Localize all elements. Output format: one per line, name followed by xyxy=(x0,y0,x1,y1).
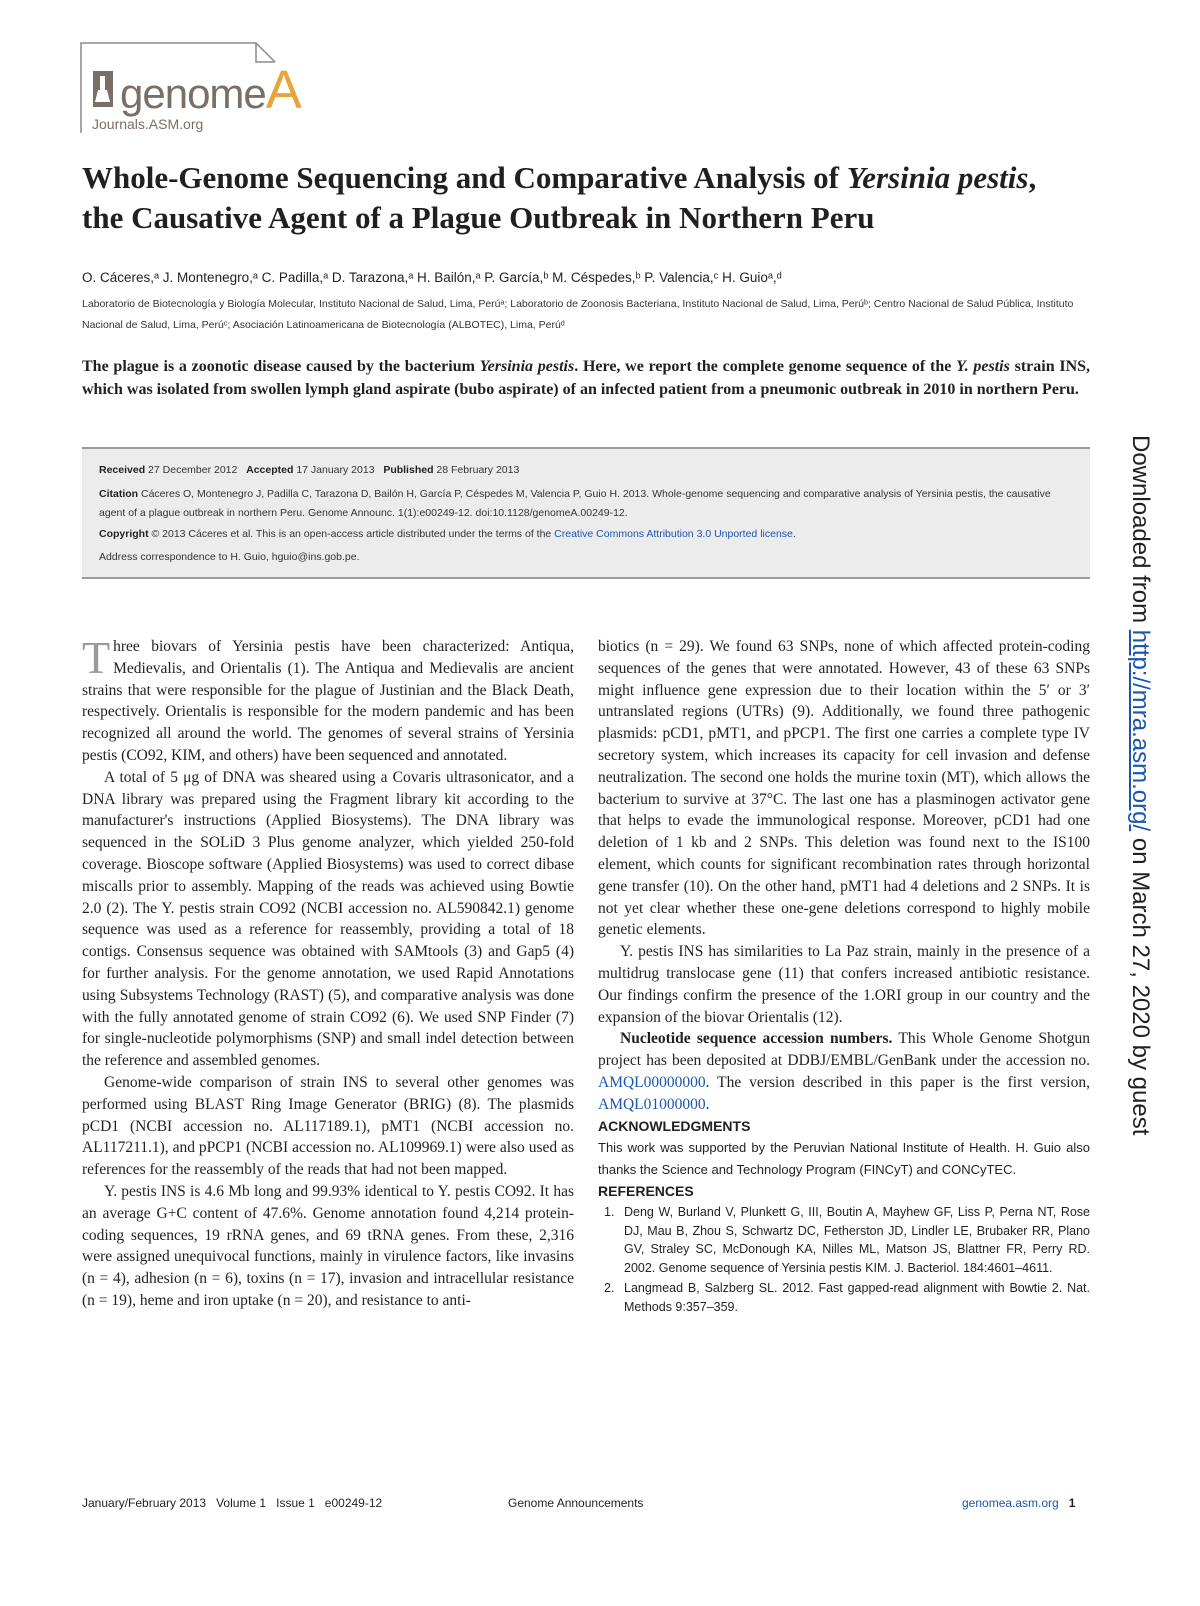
received-label: Received xyxy=(99,464,146,476)
drop-cap: T xyxy=(82,632,111,683)
accession-text-b: . The version described in this paper is the first version, xyxy=(705,1073,1090,1091)
dates-line xyxy=(99,461,1074,480)
body-column-left xyxy=(82,632,574,1312)
abstract-text-c: . Here, we report the complete genome sequence of the xyxy=(574,358,957,375)
acknowledgments-heading: ACKNOWLEDGMENTS xyxy=(598,1117,751,1134)
logo-lab-icon xyxy=(92,70,114,108)
logo-wordmark xyxy=(120,60,301,120)
citation-text: Cáceres O, Montenegro J, Padilla C, Tarazona D, Bailón H, García P, Céspedes M, Valencia P, Guio H. 2013. Whole-genome sequencing and comparative analysis of Yersinia pestis, the causative agent of a plague outbreak in northern Peru. Genome Announc. 1(1):e00249-12. doi:10.1128/genomeA.00249-12. xyxy=(99,488,1051,519)
address-line: Address correspondence to H. Guio, hguio@ins.gob.pe. xyxy=(99,551,360,563)
abstract-text-a: The plague is a zoonotic disease caused by the bacterium xyxy=(82,358,480,375)
title-species: Yersinia pestis xyxy=(846,160,1029,195)
paragraph-4: Y. pestis INS is 4.6 Mb long and 99.93% identical to Y. pestis CO92. It has an average G+C content of 47.6%. Genome annotation found 4,214 protein-coding sequences, 19 rRNA genes, and 69 tRNA genes. From these, 2,316 were assigned unequivocal functions, mainly in virulence factors, like invasins (n = 4), adhesion (n = 6), toxins (n = 17), invasion and intracellular resistance (n = 19), heme and iron uptake (n = 20), and resistance to anti- xyxy=(82,1182,574,1309)
accession-link-1[interactable]: AMQL00000000 xyxy=(598,1073,706,1091)
logo-subtitle: Journals.ASM.org xyxy=(92,116,204,132)
reference-item xyxy=(598,1279,1090,1316)
page-number: 1 xyxy=(1068,1496,1076,1510)
logo-letter: A xyxy=(265,60,301,120)
accepted-label: Accepted xyxy=(246,464,294,476)
footer-site-link[interactable]: genomea.asm.org xyxy=(962,1496,1059,1510)
accession-paragraph xyxy=(598,1028,1090,1115)
accepted-date: 17 January 2013 xyxy=(296,464,375,476)
accession-text-a: This Whole Genome Shotgun project has been deposited at DDBJ/EMBL/GenBank under the accession no. xyxy=(598,1030,1091,1070)
citation-line xyxy=(99,485,1074,523)
reference-list xyxy=(598,1203,1090,1316)
abstract-text-e: strain INS, which was isolated from swollen lymph gland aspirate (bubo aspirate) of an infected patient from a pneumonic outbreak in 2010 in northern Peru. xyxy=(82,358,1091,398)
copyright-line: Copyright © 2013 Cáceres et al. This is an open-access article distributed under the terms of the Creative Commons Attribution 3.0 Unported license. xyxy=(99,528,796,540)
body-column-right xyxy=(598,636,1090,1318)
article-info-box xyxy=(82,447,1090,579)
published-date: 28 February 2013 xyxy=(436,464,520,476)
reference-text: Deng W, Burland V, Plunkett G, III, Boutin A, Mayhew GF, Liss P, Perna NT, Rose DJ, Mau B, Zhou S, Schwartz DC, Fetherston JD, Lindler LE, Brubaker RR, Plano GV, Straley SC, McDonough KA, Nilles ML, Matson JS, Blattner FR, Perry RD. 2002. Genome sequence of Yersinia pestis KIM. J. Bacteriol. 184:4601–4611. xyxy=(624,1205,1090,1275)
license-link[interactable]: Creative Commons Attribution 3.0 Unported license xyxy=(554,528,793,540)
published-label: Published xyxy=(383,464,434,476)
reference-number: 2. xyxy=(604,1281,615,1296)
download-note-text xyxy=(1126,435,1154,1135)
paragraph-1 xyxy=(82,632,574,767)
download-note-link[interactable]: http://mra.asm.org/ xyxy=(1127,629,1154,832)
copyright-label: Copyright xyxy=(99,528,149,540)
copyright-text: © 2013 Cáceres et al. This is an open-access article distributed under the terms of the xyxy=(151,528,555,540)
references-heading: REFERENCES xyxy=(598,1183,694,1200)
abstract-species: Yersinia pestis xyxy=(479,358,575,375)
accession-text-c: . xyxy=(705,1095,710,1113)
reference-number: 1. xyxy=(604,1205,615,1220)
reference-text: Langmead B, Salzberg SL. 2012. Fast gapped-read alignment with Bowtie 2. Nat. Methods 9:357–359. xyxy=(624,1281,1090,1314)
citation-label: Citation xyxy=(99,488,139,500)
logo-name: genome xyxy=(120,70,266,117)
affiliations: Laboratorio de Biotecnología y Biología Molecular, Instituto Nacional de Salud, Lima, Perúᵃ; Laboratorio de Zoonosis Bacteriana, Instituto Nacional de Salud, Lima, Perúᵇ; Centro Nacional de Salud Pública, Instituto Nacional de Salud, Lima, Perúᶜ; Asociación Latinoamericana de Biotecnología (ALBOTEC), Lima, Perúᵈ xyxy=(82,298,1074,331)
abstract-species-short: Y. pestis xyxy=(956,358,1010,375)
download-note xyxy=(1120,435,1160,1435)
paragraph-5: biotics (n = 29). We found 63 SNPs, none of which affected protein-coding sequences of the genes that were annotated. However, 43 of these 63 SNPs might influence gene expression due to their location within the 5′ or 3′ untranslated regions (UTRs) (9). Additionally, we found three pathogenic plasmids: pCD1, pMT1, and pPCP1. The first one carries a complete type IV secretory system, which increases its capacity for cell invasion and defense neutralization. The second one holds the murine toxin (MT), which allows the bacterium to survive at 37°C. The last one has a plasminogen activator gene that helps to evade the immunological response. Moreover, pCD1 had one deletion of 1 kb and 2 SNPs. This deletion was found next to the IS100 element, which counts for significant recombination rates through horizontal gene transfer (10). On the other hand, pMT1 had 4 deletions and 2 SNPs. It is not yet clear whether these one-gene deletions correspond to highly mobile genetic elements. xyxy=(598,638,1090,939)
download-note-after: on March 27, 2020 by guest xyxy=(1127,831,1154,1136)
footer-issue: January/February 2013 Volume 1 Issue 1 e00249-12 xyxy=(82,1496,383,1510)
abstract xyxy=(82,356,1090,401)
reference-item xyxy=(598,1203,1090,1277)
footer-site xyxy=(962,1496,1075,1510)
footer-journal: Genome Announcements xyxy=(508,1496,644,1510)
paragraph-2: A total of 5 μg of DNA was sheared using a Covaris ultrasonicator, and a DNA library was prepared using the Fragment library kit according to the manufacturer's instructions (Applied Biosystems). The DNA library was sequenced in the SOLiD 3 Plus genome analyzer, which yielded 250-fold coverage. Bioscope software (Applied Biosystems) was used to correct dibase miscalls prior to assembly. Mapping of the reads was achieved using Bowtie 2.0 (2). The Y. pestis strain CO92 (NCBI accession no. AL590842.1) genome sequence was used as a reference for reassembly, providing a total of 18 contigs. Consensus sequence was obtained with SAMtools (3) and Gap5 (4) for further analysis. For the genome annotation, we used Rapid Annotations using Subsystems Technology (RAST) (5), and comparative analysis was done with the fully annotated genome of strain CO92 (6). We used SNP Finder (7) for single-nucleotide polymorphisms (SNP) and small indel detection between the reference and assembled genomes. xyxy=(82,768,574,1070)
paragraph-6: Y. pestis INS has similarities to La Paz strain, mainly in the presence of a multidrug translocase gene (11) that confers increased antibiotic resistance. Our findings confirm the presence of the 1.ORI group in our country and the expansion of the biovar Orientalis (12). xyxy=(598,943,1090,1026)
download-note-before: Downloaded from xyxy=(1127,435,1154,630)
title-part1: Whole-Genome Sequencing and Comparative Analysis of xyxy=(82,160,847,195)
accession-heading: Nucleotide sequence accession numbers. xyxy=(620,1030,893,1048)
author-list: O. Cáceres,ᵃ J. Montenegro,ᵃ C. Padilla,ᵃ D. Tarazona,ᵃ H. Bailón,ᵃ P. García,ᵇ M. Céspedes,ᵇ P. Valencia,ᶜ H. Guioᵃ,ᵈ xyxy=(82,270,782,285)
paragraph-3: Genome-wide comparison of strain INS to several other genomes was performed using BLAST Ring Image Generator (BRIG) (8). The plasmids pCD1 (NCBI accession no. AL117189.1), pMT1 (NCBI accession no. AL117211.1), and pPCP1 (NCBI accession no. AL109969.1) were also used as references for the reassembly of the reads that had not been mapped. xyxy=(82,1073,574,1179)
acknowledgments-text: This work was supported by the Peruvian National Institute of Health. H. Guio also thanks the Science and Technology Program (FINCyT) and CONCyTEC. xyxy=(598,1140,1090,1178)
received-date: 27 December 2012 xyxy=(148,464,238,476)
article-title xyxy=(82,158,1082,238)
paragraph-1-text: hree biovars of Yersinia pestis have been characterized: Antiqua, Medievalis, and Orientalis (1). The Antiqua and Medievalis are ancient strains that were responsible for the plague of Justinian and the Black Death, respectively. Orientalis is responsible for the modern pandemic and has been recognized all around the world. The genomes of several strains of Yersinia pestis (CO92, KIM, and others) have been sequenced and annotated. xyxy=(82,638,574,764)
accession-link-2[interactable]: AMQL01000000 xyxy=(598,1095,706,1113)
title-part2: , the Causative Agent of a Plague Outbreak in Northern Peru xyxy=(82,160,1037,235)
